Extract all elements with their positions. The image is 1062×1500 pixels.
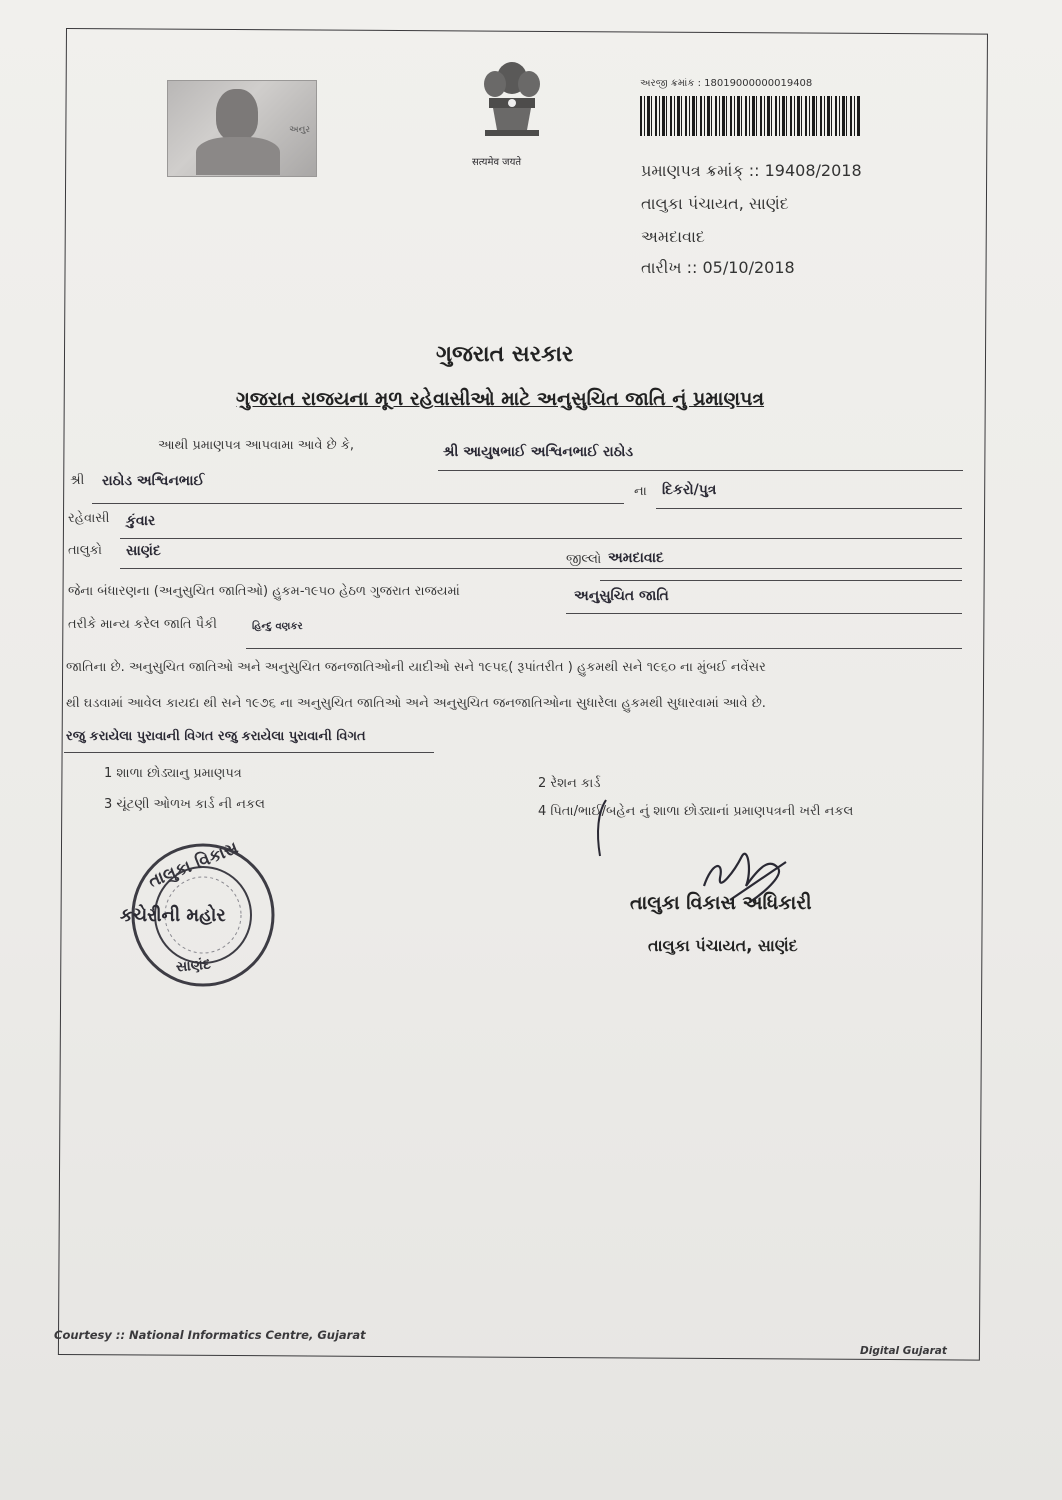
category-line (566, 613, 962, 614)
issue-date: તારીખ :: 05/10/2018 (641, 258, 795, 277)
district-label: જીલ્લો (566, 552, 602, 567)
intro-text: આથી પ્રમાણપત્ર આપવામા આવે છે કે, (158, 438, 355, 453)
caste-line (246, 648, 962, 649)
na-label: ના (634, 484, 647, 499)
government-title: ગુજરાત સરકાર (436, 342, 574, 367)
residence-value: કુંવાર (126, 513, 156, 529)
certificate-border (58, 28, 988, 1361)
barcode (640, 96, 860, 136)
district-value: અમદાવાદ (608, 550, 664, 566)
district-line (600, 580, 962, 581)
evidence-item-1: 1 શાળા છોડ્યાનુ પ્રમાણપત્ર (104, 766, 242, 781)
applicant-photo (167, 80, 317, 177)
footer-brand: Digital Gujarat (860, 1345, 947, 1357)
photo-face (216, 89, 258, 141)
ashoka-emblem-icon (475, 56, 550, 166)
photo-mark: અનુર (289, 125, 310, 135)
seal-ring-bottom: સાણંદ (175, 956, 212, 976)
emblem-motto: सत्यमेव जयते (472, 157, 522, 168)
applicant-name: શ્રી આયુષભાઈ અશ્વિનભાઈ રાઠોડ (443, 444, 634, 460)
recognized-text: તરીકે માન્ય કરેલ જાતિ પૈકી (68, 617, 217, 632)
taluka-line (120, 568, 962, 569)
residence-line (120, 538, 962, 539)
evidence-item-4: 4 પિતા/ભાઈ/બહેન નું શાળા છોડ્યાનાં પ્રમાણપત્રની ખરી નકલ (538, 804, 854, 819)
evidence-item-2: 2 રેશન કાર્ડ (538, 776, 601, 791)
evidence-item-3: 3 ચૂંટણી ઓળખ કાર્ડ ની નકલ (104, 797, 265, 812)
certificate-title: ગુજરાત રાજયના મૂળ રહેવાસીઓ માટે અનુસુચિત જાતિ નું પ્રમાણપત્ર (236, 388, 765, 410)
application-number: અરજી ક્રમાંક : 18019000000019408 (640, 78, 813, 89)
category-value: અનુસુચિત જાતિ (574, 588, 669, 604)
caste-value: હિન્દુ વણકર (252, 621, 303, 632)
evidence-heading: રજુ કરાયેલા પુરાવાની વિગત રજુ કરાયેલા પુરાવાની વિગત (66, 729, 366, 744)
handwritten-bracket (592, 798, 612, 858)
father-name: રાઠોડ અશ્વિનભાઈ (102, 473, 205, 489)
certificate-number: પ્રમાણપત્ર ક્રમાંક્ :: 19408/2018 (641, 161, 862, 180)
taluka-value: સાણંદ (126, 543, 161, 559)
body-line-1: જાતિના છે. અનુસુચિત જાતિઓ અને અનુસુચિત જનજાતિઓની યાદીઓ સને ૧૯૫૬( રૂપાંતરીત ) હુકમથી સને ૧૯૬૦ ના મુંબઈ નવેંસર (66, 660, 766, 675)
order-text: જેના બંધારણના (અનુસુચિત જાતિઓ) હુકમ-૧૯૫૦ હેઠળ ગુજરાત રાજયમાં (68, 584, 460, 599)
evidence-heading-underline (64, 752, 434, 753)
signatory-office: તાલુકા પંચાયત, સાણંદ (648, 936, 798, 955)
photo-body (196, 137, 280, 175)
relation-line (656, 508, 962, 509)
father-name-line (92, 503, 624, 504)
seal-label: કચેરીની મહોર (120, 905, 226, 926)
relation: દિકરો/પુત્ર (662, 482, 717, 498)
shri-label: શ્રી (70, 473, 85, 488)
body-line-2: થી ઘડવામાં આવેલ કાયદા થી સને ૧૯૭૬ ના અનુસુચિત જાતિઓ અને અનુસુચિત જનજાતિઓના સુધારેલા હુકમથી સુધારવામાં આવે છે. (66, 696, 766, 711)
residence-label: રહેવાસી (68, 511, 110, 526)
signatory-title: તાલુકા વિકાસ અધિકારી (630, 892, 812, 914)
issuing-office: તાલુકા પંચાયત, સાણંદ (641, 194, 789, 213)
applicant-name-line (438, 470, 963, 471)
issuing-district: અમદાવાદ (641, 227, 705, 246)
seal-ring-top: તાલુકા વિકાસ (145, 837, 242, 893)
taluka-label: તાલુકો (68, 543, 103, 558)
footer-courtesy: Courtesy :: National Informatics Centre, Gujarat (54, 1328, 366, 1342)
